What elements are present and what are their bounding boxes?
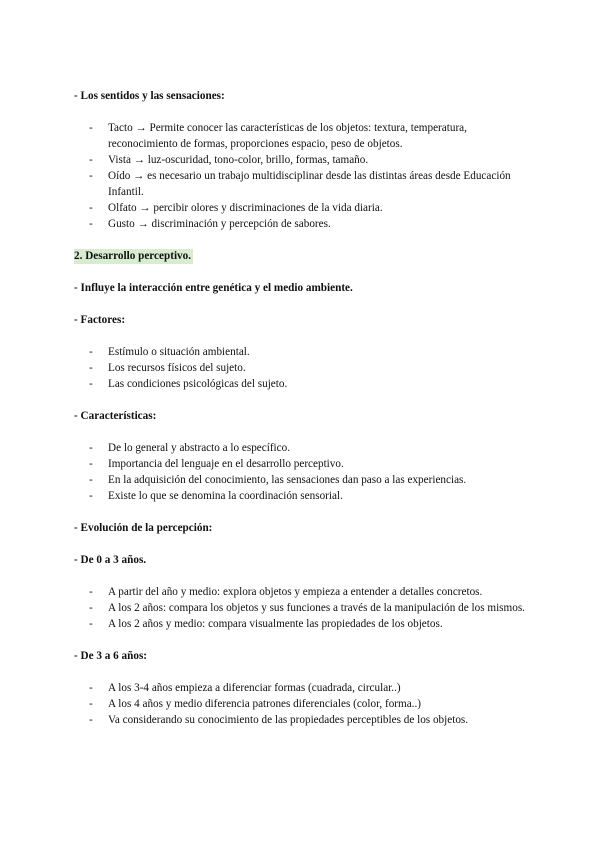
section-de-3-a-6 (74, 648, 534, 728)
bullet-dash: - (89, 698, 93, 710)
list-item: - Existe lo que se denomina la coordinación sensorial. (89, 490, 343, 502)
bullet-dash: - (89, 490, 93, 502)
list-item: - Olfato → percibir olores y discriminaciones de la vida diaria. (89, 202, 383, 214)
list-item: - En la adquisición del conocimiento, las sensaciones dan paso a las experiencias. (89, 474, 467, 486)
list-item: - Oído → es necesario un trabajo multidisciplinar desde las distintas áreas desde Educación Infantil. (89, 170, 511, 198)
bullet-dash: - (89, 346, 93, 358)
bullet-dash: - (89, 602, 93, 614)
bullet-dash: - (89, 202, 93, 214)
section-factores (74, 312, 534, 392)
list-item: - Importancia del lenguaje en el desarrollo perceptivo. (89, 458, 344, 470)
bullet-dash: - (89, 682, 93, 694)
bullet-dash: - (89, 378, 93, 390)
list-item: - A los 2 años y medio: compara visualmente las propiedades de los objetos. (89, 618, 443, 630)
list-item: - Vista → luz-oscuridad, tono-color, brillo, formas, tamaño. (89, 154, 369, 166)
section-de-0-a-3 (74, 552, 534, 632)
bullet-list (74, 584, 534, 632)
section-caracteristicas (74, 408, 534, 504)
section-desarrollo (74, 248, 534, 264)
bullet-dash: - (89, 458, 93, 470)
section-influye (74, 280, 534, 296)
section-heading: - Los sentidos y las sensaciones: (74, 90, 225, 102)
bullet-dash: - (89, 442, 93, 454)
bullet-dash: - (89, 362, 93, 374)
bullet-dash: - (89, 122, 93, 134)
bullet-list (74, 680, 534, 728)
section-evolucion (74, 520, 534, 536)
bullet-dash: - (89, 586, 93, 598)
bullet-dash: - (89, 714, 93, 726)
bullet-list (74, 120, 534, 232)
list-item: - A los 3-4 años empieza a diferenciar formas (cuadrada, circular..) (89, 682, 401, 694)
section-heading: - De 0 a 3 años. (74, 554, 147, 566)
section-sentidos (74, 88, 534, 232)
list-item: - De lo general y abstracto a lo específico. (89, 442, 291, 454)
list-item: - Tacto → Permite conocer las características de los objetos: textura, temperatura, reconocimiento de formas, proporciones espacio, peso de objetos. (89, 122, 467, 150)
section-heading: - De 3 a 6 años: (74, 650, 148, 662)
list-item: - Va considerando su conocimiento de las propiedades perceptibles de los objetos. (89, 714, 469, 726)
section-heading: - Evolución de la percepción: (74, 522, 213, 534)
list-item: - A los 4 años y medio diferencia patrones diferenciales (color, forma..) (89, 698, 421, 710)
list-item: - A partir del año y medio: explora objetos y empieza a entender a detalles concretos. (89, 586, 483, 598)
section-heading: - Influye la interacción entre genética y el medio ambiente. (74, 282, 353, 294)
section-heading: - Factores: (74, 314, 126, 326)
document-page (74, 88, 534, 728)
list-item: - Los recursos físicos del sujeto. (89, 362, 246, 374)
section-heading-highlighted: 2. Desarrollo perceptivo. (74, 250, 192, 262)
bullet-list (74, 440, 534, 504)
section-heading: - Características: (74, 410, 157, 422)
bullet-dash: - (89, 170, 93, 182)
list-item: - Gusto → discriminación y percepción de sabores. (89, 218, 331, 230)
bullet-dash: - (89, 218, 93, 230)
bullet-dash: - (89, 474, 93, 486)
bullet-dash: - (89, 618, 93, 630)
bullet-dash: - (89, 154, 93, 166)
list-item: - Estímulo o situación ambiental. (89, 346, 250, 358)
list-item: - Las condiciones psicológicas del sujeto. (89, 378, 288, 390)
bullet-list (74, 344, 534, 392)
list-item: - A los 2 años: compara los objetos y sus funciones a través de la manipulación de los mismos. (89, 602, 525, 614)
